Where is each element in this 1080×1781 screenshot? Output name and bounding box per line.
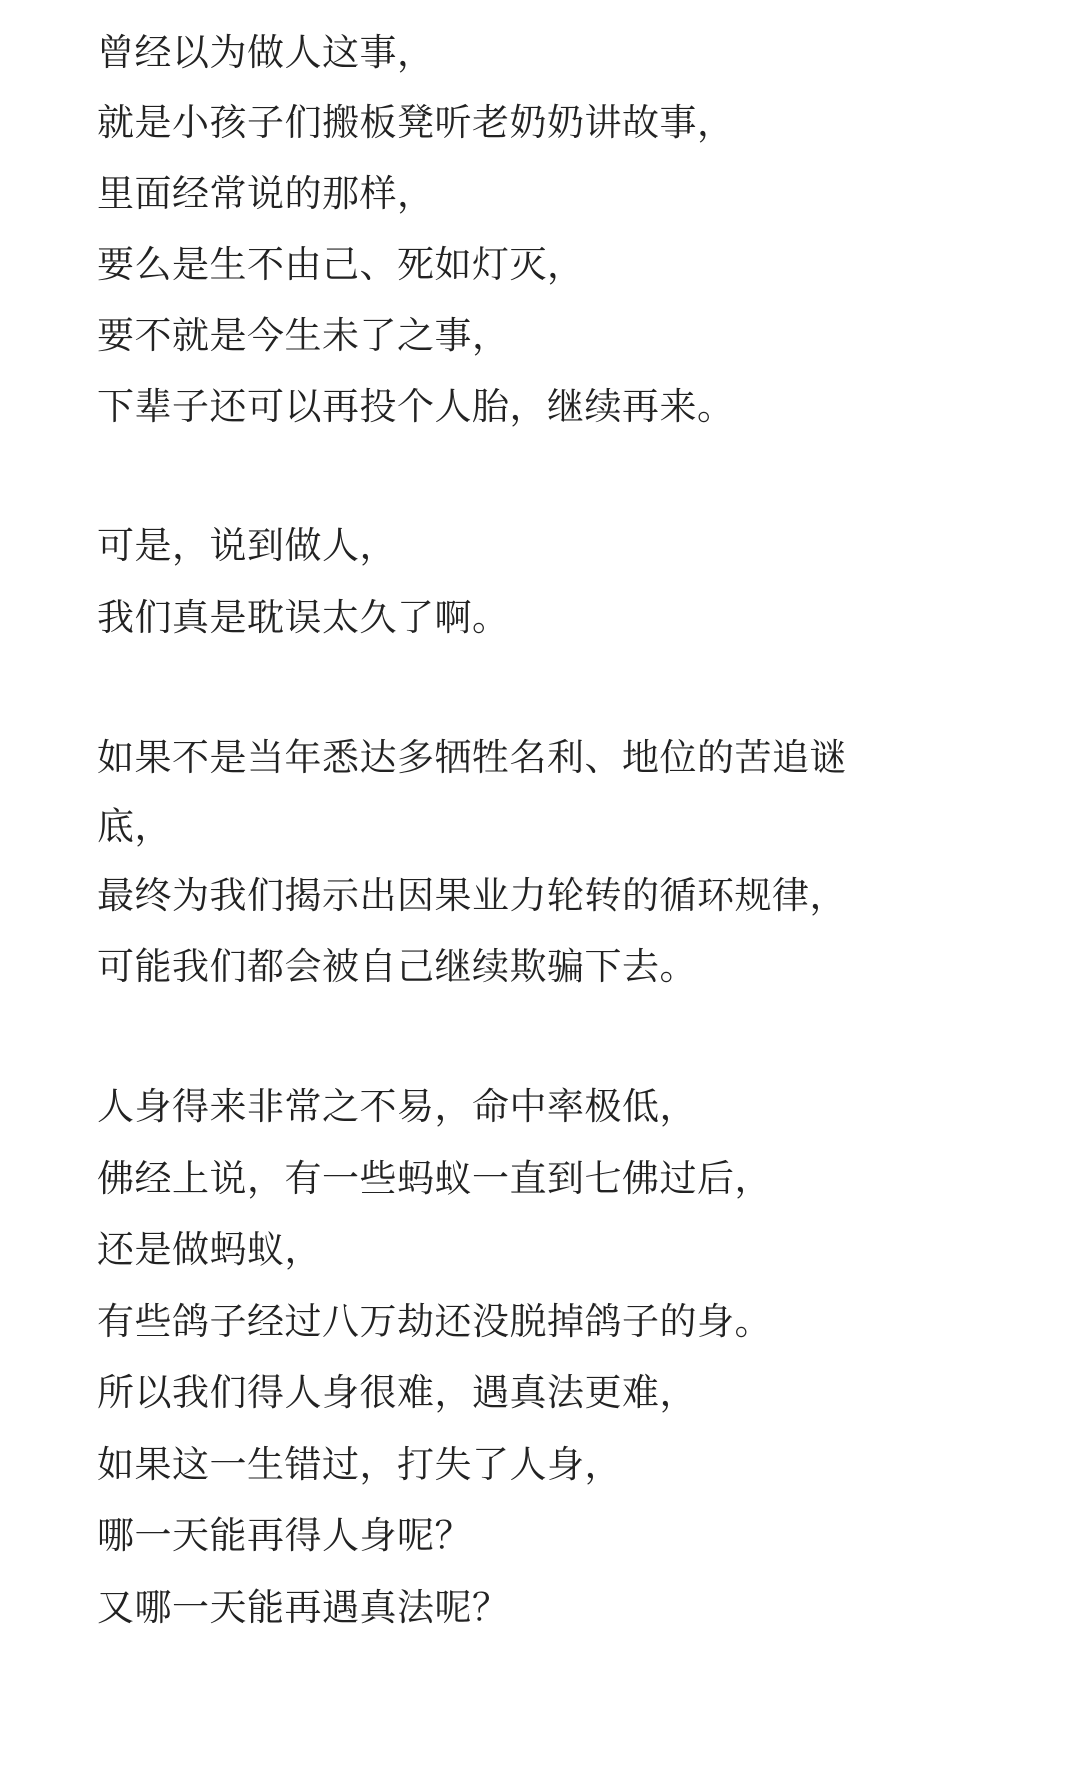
text-line: 要么是生不由己、死如灯灭， bbox=[97, 243, 585, 286]
text-line: 佛经上说，有一些蚂蚁一直到七佛过后， bbox=[97, 1157, 772, 1200]
text-line: 有些鸽子经过八万劫还没脱掉鸽子的身。 bbox=[97, 1300, 772, 1343]
text-line: 如果不是当年悉达多牺牲名利、地位的苦追谜 bbox=[97, 736, 847, 779]
text-line: 最终为我们揭示出因果业力轮转的循环规律， bbox=[97, 874, 847, 917]
text-line: 还是做蚂蚁， bbox=[97, 1228, 322, 1271]
text-line: 里面经常说的那样， bbox=[97, 172, 435, 215]
text-line: 就是小孩子们搬板凳听老奶奶讲故事， bbox=[97, 101, 735, 144]
text-line: 底， bbox=[97, 805, 172, 848]
text-line: 曾经以为做人这事， bbox=[97, 31, 435, 74]
text-line: 如果这一生错过，打失了人身， bbox=[97, 1443, 622, 1486]
text-line: 所以我们得人身很难，遇真法更难， bbox=[97, 1371, 697, 1414]
text-line: 哪一天能再得人身呢？ bbox=[97, 1514, 472, 1557]
text-line: 要不就是今生未了之事， bbox=[97, 314, 510, 357]
text-line: 可是，说到做人， bbox=[97, 524, 397, 567]
text-line: 人身得来非常之不易，命中率极低， bbox=[97, 1085, 697, 1128]
text-line: 又哪一天能再遇真法呢？ bbox=[97, 1586, 510, 1629]
text-line: 可能我们都会被自己继续欺骗下去。 bbox=[97, 945, 697, 988]
text-line: 下辈子还可以再投个人胎，继续再来。 bbox=[97, 385, 735, 428]
text-line: 我们真是耽误太久了啊。 bbox=[97, 596, 510, 639]
